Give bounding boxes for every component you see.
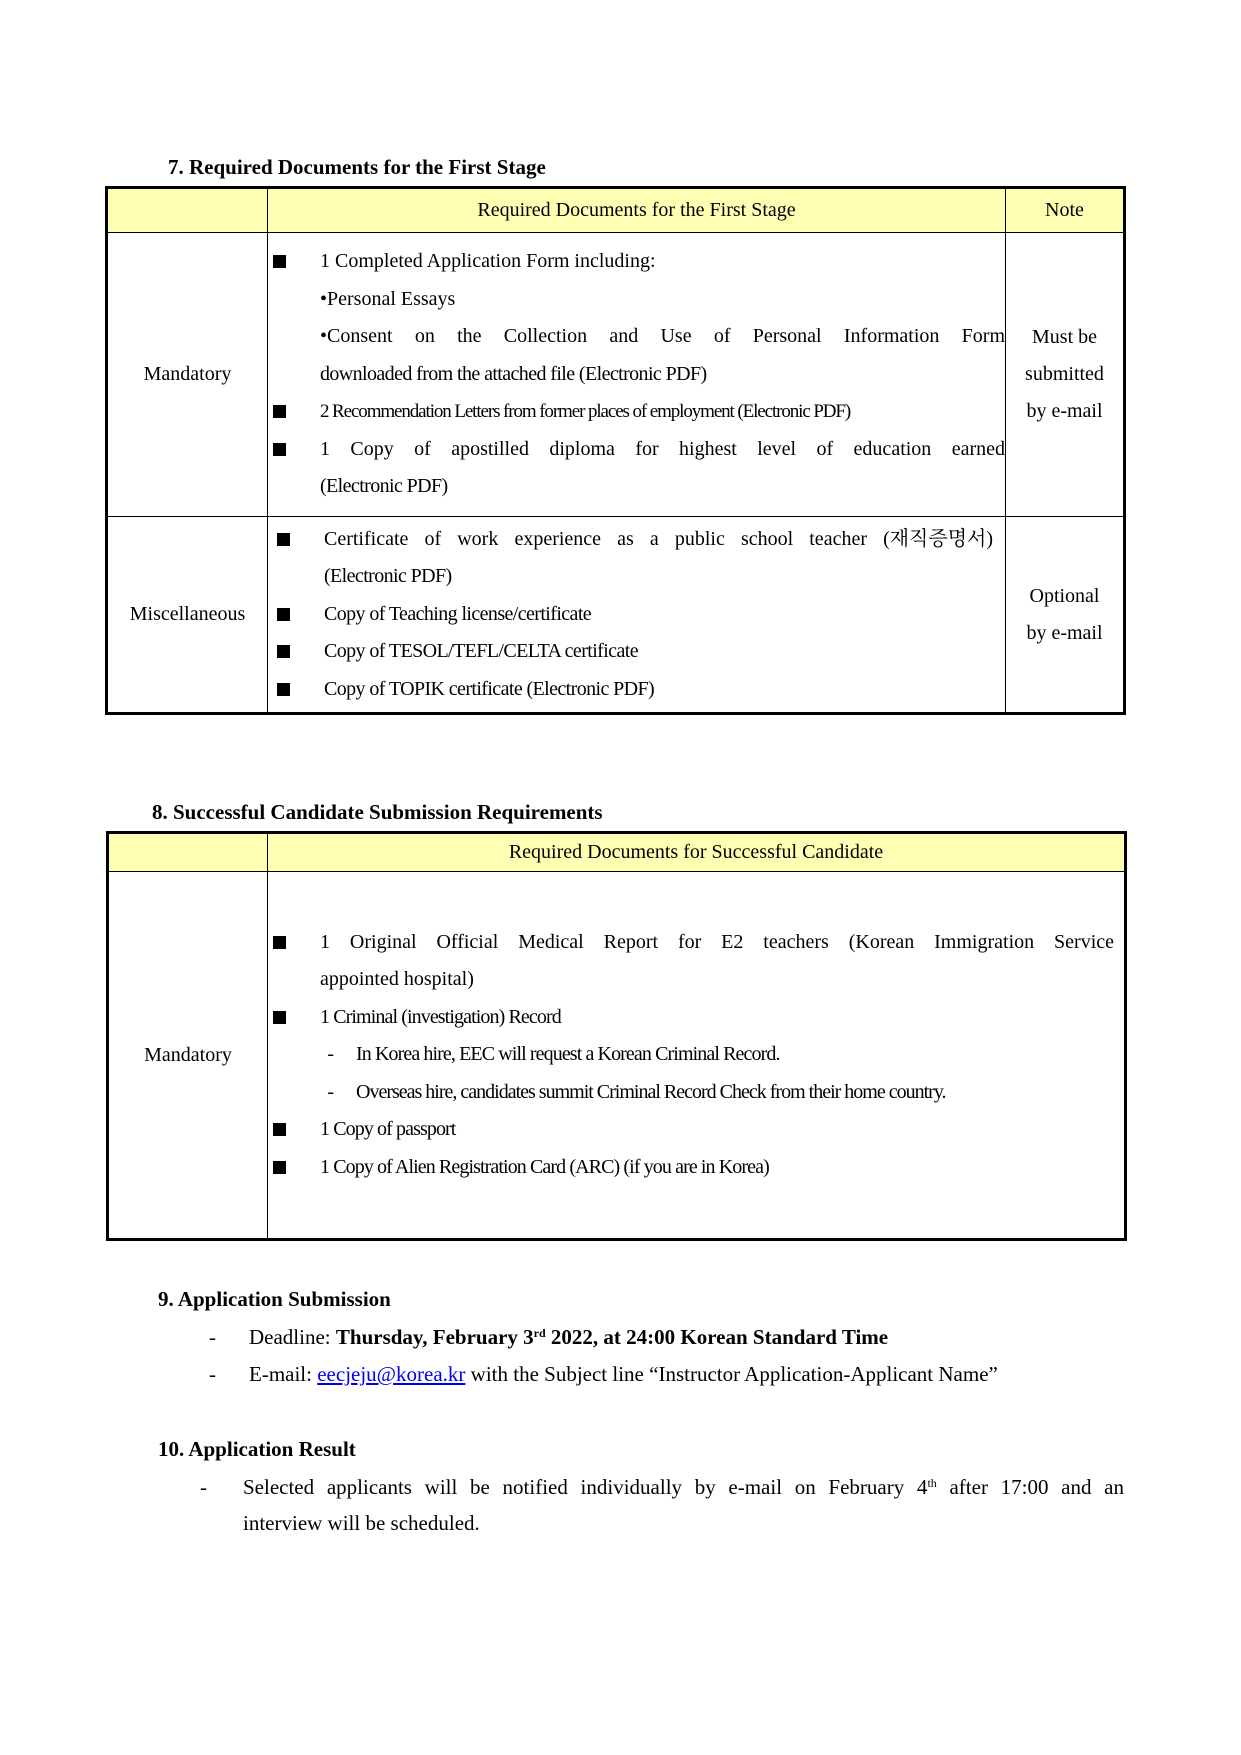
list-item: Copy of TESOL/TEFL/CELTA certificate (268, 633, 993, 671)
list-item: Copy of Teaching license/certificate (268, 596, 993, 634)
square-bullet-icon (268, 596, 324, 621)
email-link[interactable]: eecjeju@korea.kr (317, 1362, 466, 1386)
section-7-title: 7. Required Documents for the First Stage (168, 155, 546, 179)
square-bullet-icon (268, 924, 320, 949)
list-item: 1 Original Official Medical Report for E2 teachers (Korean Immigration Service (268, 924, 1114, 962)
sub-list-item: - Overseas hire, candidates summit Criminal Record Check from their home country. (268, 1074, 1114, 1112)
deadline-label: Deadline: (249, 1325, 336, 1349)
documents-cell (268, 233, 1006, 517)
note-cell: Must be submitted by e-mail (1006, 233, 1125, 517)
list-subline: downloaded from the attached file (Electronic PDF) (320, 362, 707, 385)
square-bullet-icon (268, 393, 320, 418)
header-note-cell: Note (1006, 188, 1125, 233)
square-bullet-icon (268, 431, 320, 456)
list-item: 1 Completed Application Form including: (268, 243, 1005, 281)
sub-list-item: - In Korea hire, EEC will request a Korean Criminal Record. (268, 1036, 1114, 1074)
list-subline: appointed hospital) (320, 968, 474, 991)
list-item: 1 Criminal (investigation) Record (268, 999, 1114, 1037)
header-category-cell (108, 833, 268, 872)
list-subline: •Personal Essays (320, 287, 456, 310)
category-cell: Miscellaneous (107, 517, 268, 714)
documents-cell (268, 872, 1126, 1240)
email-label: E-mail: (249, 1362, 318, 1386)
dash-bullet-icon: - (209, 1325, 216, 1349)
square-bullet-icon (268, 1149, 320, 1174)
section-8-title: 8. Successful Candidate Submission Requirements (152, 800, 603, 824)
list-item: 2 Recommendation Letters from former places of employment (Electronic PDF) (268, 393, 1005, 431)
note-cell: Optional by e-mail (1006, 517, 1125, 714)
header-category-cell (107, 188, 268, 233)
email-subject-text: with the Subject line “Instructor Application-Applicant Name” (465, 1362, 998, 1386)
documents-cell (268, 517, 1006, 714)
dash-bullet-icon: - (200, 1475, 207, 1499)
square-bullet-icon (268, 521, 324, 546)
list-subline: (Electronic PDF) (324, 565, 452, 588)
table-header-row (107, 188, 1125, 233)
dash-bullet-icon: - (327, 1080, 334, 1103)
list-subline: (Electronic PDF) (320, 475, 448, 498)
successful-candidate-documents-table (106, 831, 1127, 1241)
category-cell: Mandatory (108, 872, 268, 1240)
dash-bullet-icon: - (327, 1043, 334, 1066)
square-bullet-icon (268, 633, 324, 658)
section-10-title: 10. Application Result (158, 1437, 356, 1461)
list-subline: •Consent on the Collection and Use of Personal Information Form (320, 325, 1005, 348)
list-item: Certificate of work experience as a public school teacher (재직증명서) (268, 521, 993, 559)
square-bullet-icon (268, 999, 320, 1024)
section-9-title: 9. Application Submission (158, 1287, 391, 1311)
deadline-value: Thursday, February 3rd 2022, at 24:00 Korean Standard Time (335, 1325, 889, 1349)
header-documents-cell: Required Documents for Successful Candidate (268, 833, 1126, 872)
square-bullet-icon (268, 1111, 320, 1136)
result-line-2: interview will be scheduled. (243, 1511, 480, 1535)
table-row-mandatory (108, 872, 1126, 1240)
list-item: Copy of TOPIK certificate (Electronic PDF) (268, 671, 993, 709)
table-header-row (108, 833, 1126, 872)
list-item: 1 Copy of apostilled diploma for highest level of education earned (268, 431, 1005, 469)
category-cell: Mandatory (107, 233, 268, 517)
header-documents-cell: Required Documents for the First Stage (268, 188, 1006, 233)
dash-bullet-icon: - (209, 1362, 216, 1386)
square-bullet-icon (268, 671, 324, 696)
first-stage-documents-table (105, 186, 1126, 715)
table-row-mandatory (107, 233, 1125, 517)
list-item: 1 Copy of passport (268, 1111, 1114, 1149)
square-bullet-icon (268, 243, 320, 268)
list-item: 1 Copy of Alien Registration Card (ARC) (if you are in Korea) (268, 1149, 1114, 1187)
table-row-miscellaneous (107, 517, 1125, 714)
